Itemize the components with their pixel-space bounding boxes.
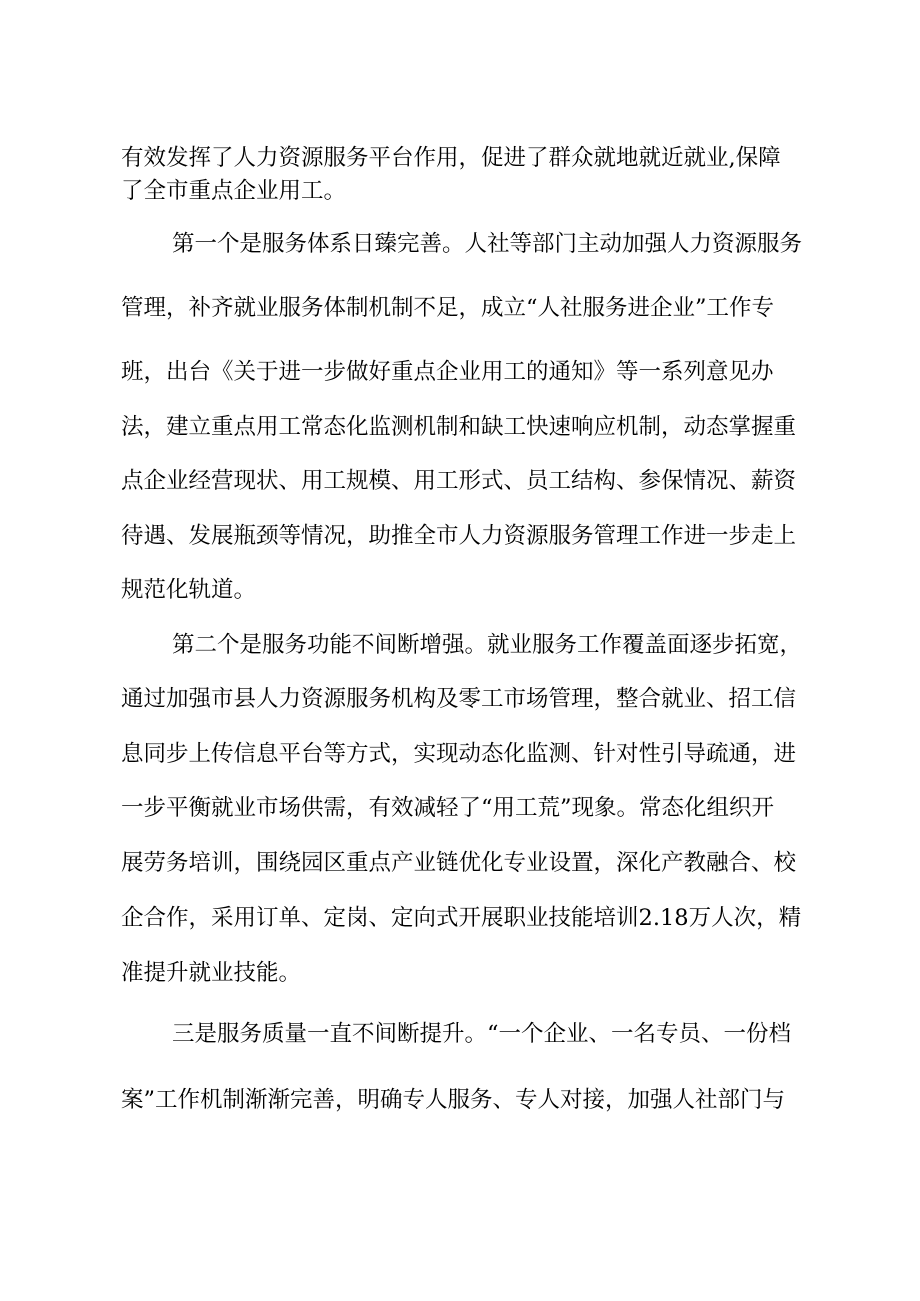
text-line: 有效发挥了人力资源服务平台作用，促进了群众就地就近就业,保障	[121, 145, 781, 171]
text-line: 法，建立重点用工常态化监测机制和缺工快速响应机制，动态掌握重	[121, 414, 797, 440]
text-line: 企合作，采用订单、定岗、定向式开展职业技能培训2.18万人次，精	[121, 905, 802, 931]
paragraph-start-line: 第一个是服务体系日臻完善。人社等部门主动加强人力资源服务	[172, 231, 803, 257]
text-line: 了全市重点企业用工。	[121, 178, 347, 204]
text-line: 一步平衡就业市场供需，有效减轻了“用工荒”现象。常态化组织开	[121, 795, 775, 821]
paragraph-start-line: 三是服务质量一直不间断提升。“一个企业、一名专员、一份档	[172, 1021, 792, 1047]
text-line: 展劳务培训，围绕园区重点产业链优化专业设置，深化产教融合、校	[121, 850, 797, 876]
text-line: 点企业经营现状、用工规模、用工形式、员工结构、参保情况、薪资	[121, 468, 797, 494]
text-line: 案”工作机制渐渐完善，明确专人服务、专人对接，加强人社部门与	[121, 1087, 786, 1113]
text-line: 通过加强市县人力资源服务机构及零工市场管理，整合就业、招工信	[121, 686, 797, 712]
text-line: 班，出台《关于进一步做好重点企业用工的通知》等一系列意见办	[121, 359, 774, 385]
text-line: 规范化轨道。	[121, 577, 257, 603]
text-line: 息同步上传信息平台等方式，实现动态化监测、针对性引导疏通，进	[121, 741, 797, 767]
text-line: 管理，补齐就业服务体制机制不足，成立“人社服务进企业”工作专	[121, 295, 775, 321]
paragraph-start-line: 第二个是服务功能不间断增强。就业服务工作覆盖面逐步拓宽，	[172, 632, 803, 658]
text-line: 准提升就业技能。	[121, 960, 302, 986]
text-line: 待遇、发展瓶颈等情况，助推全市人力资源服务管理工作进一步走上	[121, 523, 797, 549]
